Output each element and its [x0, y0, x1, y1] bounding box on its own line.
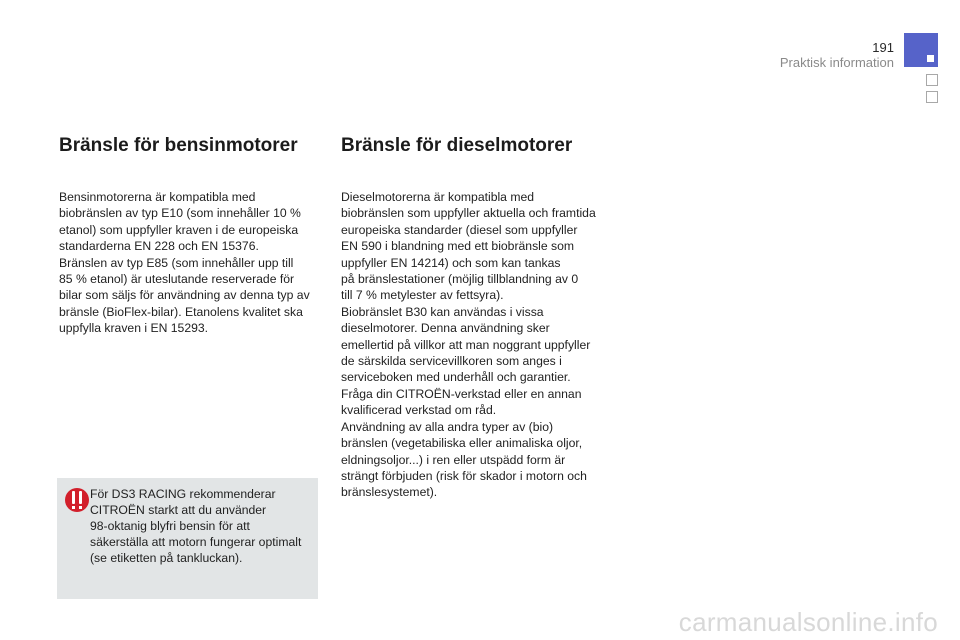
chapter-tab[interactable] — [926, 91, 938, 103]
warning-note-text: För DS3 RACING rekommenderar CITROËN starkt att du använder 98-oktanig blyfri bensin för att säkerställa att motorn fungerar optimalt (se etiketten på tankluckan). — [90, 487, 302, 565]
section-title: Praktisk information — [779, 55, 894, 70]
right-body-text: Dieselmotorerna är kompatibla med biobränslen som uppfyller aktuella och framtida europeiska standarder (diesel som uppfyller EN 590 i blandning med ett biobränsle som uppfyller EN 14214) och som kan tankas på bränslestationer (möjlig tillblandning av 0 till 7 % metylester av fettsyra). Biobränslet B30 kan användas i vissa dieselmotorer. Denna användning sker emellertid på villkor att man noggrant uppfyller de särskilda servicevillkoren som anges i serviceboken med underhåll och garantier. Fråga din CITROËN-verkstad eller en annan kvalificerad verkstad om råd. Användning av alla andra typer av (bio) bränslen (vegetabiliska eller animaliska oljor, eldningsoljor...) i ren eller utspädd form är strängt förbjuden (risk för skador i motorn och bränslesystemet). — [341, 190, 596, 500]
warning-note — [57, 478, 318, 599]
left-body-text: Bensinmotorerna är kompatibla med biobränslen av typ E10 (som innehåller 10 % etanol) som uppfyller kraven i de europeiska standarderna EN 228 och EN 15376. Bränslen av typ E85 (som innehåller upp till 85 % etanol) är uteslutande reserverade för bilar som säljs för användning av denna typ av bränsle (BioFlex-bilar). Etanolens kvalitet ska uppfylla kraven i EN 15293. — [59, 190, 310, 336]
right-heading: Bränsle för dieselmotorer — [341, 135, 573, 156]
page-number: 191 — [872, 40, 894, 55]
left-heading: Bränsle för bensinmotorer — [59, 135, 298, 156]
watermark: carmanualsonline.info — [678, 607, 938, 637]
warning-icon — [65, 488, 89, 512]
chapter-tab-active[interactable] — [904, 33, 938, 67]
chapter-tab[interactable] — [926, 74, 938, 86]
